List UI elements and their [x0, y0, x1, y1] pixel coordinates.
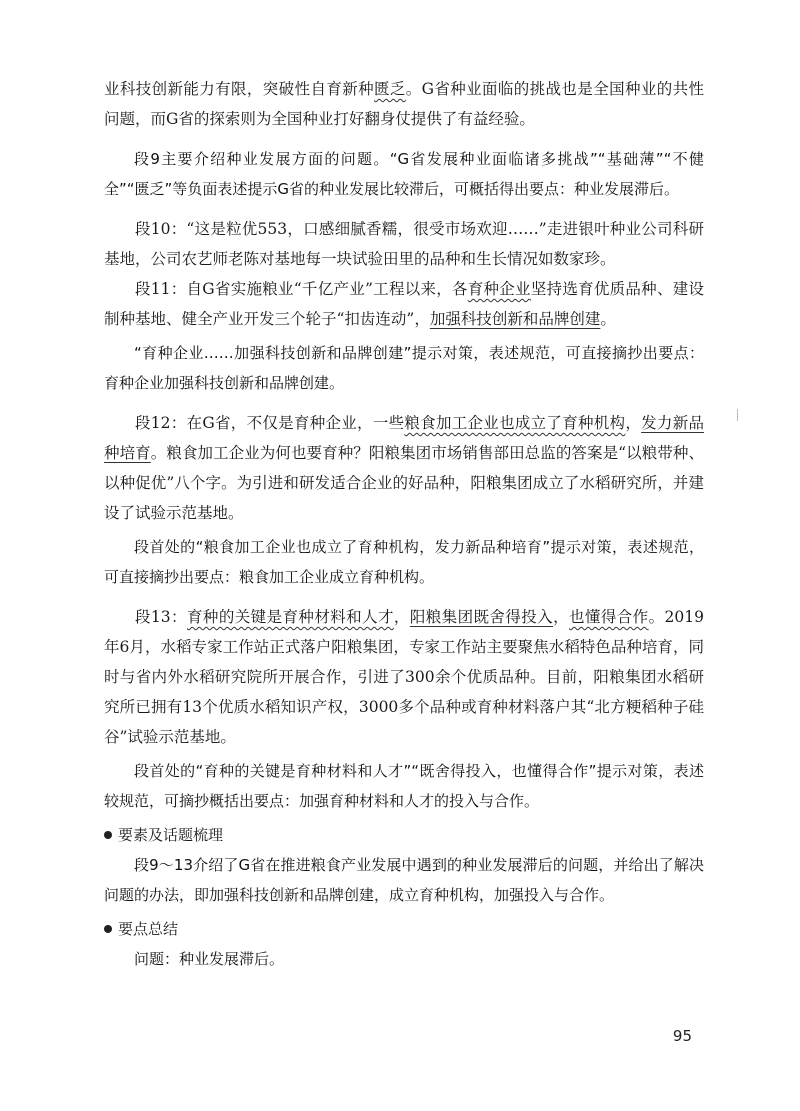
text-run: 段13： — [135, 608, 187, 626]
intro-paragraph — [104, 74, 704, 134]
wavy-underlined-text: 匮乏 — [373, 80, 406, 98]
wavy-underlined-text: 育种的关键是育种材料和人才 — [186, 608, 394, 626]
analysis-para13: 段首处的“育种的关键是育种材料和人才”“既舍得投入，也懂得合作”提示对策，表述较规范，可摘抄概括出要点：加强育种材料和人才的投入与合作。 — [104, 762, 704, 810]
section-heading-elements — [104, 820, 704, 850]
underlined-text: 阳粮集团既舍得投入 — [409, 608, 554, 626]
section-heading-label: 要点总结 — [118, 920, 179, 938]
text-run: 坚持选育优质品种、建设制种基地、健全产业开发三个轮子“扣齿连动”， — [104, 280, 704, 328]
section-heading-points — [104, 914, 704, 944]
text-run: 。粮食加工企业为何也要育种？阳粮集团市场销售部田总监的答案是“以粮带种、以种促优”八个字。为引进和研发适合企业的好品种，阳粮集团成立了水稻研究所，并建设了试验示范基地。 — [104, 444, 704, 522]
page-content — [104, 74, 704, 974]
text-run: 。2019年6月，水稻专家工作站正式落户阳粮集团，专家工作站主要聚焦水稻特色品种培育，同时与省内外水稻研究院所开展合作，引进了300余个优质品种。目前，阳粮集团水稻研究所已拥有13个优质水稻知识产权，3000多个品种或育种材料落户其“北方粳稻种子硅谷”试验示范基地。 — [104, 608, 704, 746]
wavy-underlined-text: 也懂得合作 — [569, 608, 649, 626]
text-run: ， — [625, 414, 642, 432]
analysis-para11: “育种企业……加强科技创新和品牌创建”提示对策，表述规范，可直接摘抄出要点：育种企业加强科技创新和品牌创建。 — [104, 344, 704, 392]
text-run: ， — [393, 608, 410, 626]
source-para12 — [104, 408, 704, 528]
text-run: 。G省种业面临的挑战也是全国种业的共性问题，而G省的探索则为全国种业打好翻身仗提供了有益经验。 — [104, 80, 704, 128]
text-run: 。 — [600, 310, 616, 328]
bullet-dot-icon — [104, 925, 112, 933]
section-heading-label: 要素及话题梳理 — [118, 826, 224, 844]
page-number: 95 — [672, 1027, 692, 1045]
analysis-para12: 段首处的“粮食加工企业也成立了育种机构，发力新品种培育”提示对策，表述规范，可直接摘抄出要点：粮食加工企业成立育种机构。 — [104, 538, 704, 586]
scan-artifact — [737, 409, 738, 421]
wavy-underlined-text: 育种企业 — [467, 280, 531, 298]
source-para13 — [104, 602, 704, 752]
underlined-text: 发力新品种培育 — [104, 414, 704, 462]
underlined-text: 加强科技创新和品牌创建 — [429, 310, 601, 328]
source-para10: 段10：“这是粒优553，口感细腻香糯，很受市场欢迎……”走进银叶种业公司科研基地，公司农艺师老陈对基地每一块试验田里的品种和生长情况如数家珍。 — [104, 220, 704, 268]
summary-paragraph: 段9～13介绍了G省在推进粮食产业发展中遇到的种业发展滞后的问题，并给出了解决问题的办法，即加强科技创新和品牌创建，成立育种机构，加强投入与合作。 — [104, 856, 704, 904]
text-run: ， — [553, 608, 569, 626]
source-para11 — [104, 274, 704, 334]
text-run: 段12：在G省，不仅是育种企业，一些 — [135, 414, 405, 432]
text-run: 业科技创新能力有限，突破性自育新种 — [104, 80, 374, 98]
wavy-underlined-text: 粮食加工企业也成立了育种机构 — [404, 414, 626, 432]
analysis-para9: 段9主要介绍种业发展方面的问题。“G省发展种业面临诸多挑战”“基础薄”“不健全”“匮乏”等负面表述提示G省的种业发展比较滞后，可概括得出要点：种业发展滞后。 — [104, 150, 704, 198]
text-run: 段11：自G省实施粮业“千亿产业”工程以来，各 — [135, 280, 468, 298]
bullet-dot-icon — [104, 831, 112, 839]
problem-statement: 问题：种业发展滞后。 — [134, 950, 285, 968]
